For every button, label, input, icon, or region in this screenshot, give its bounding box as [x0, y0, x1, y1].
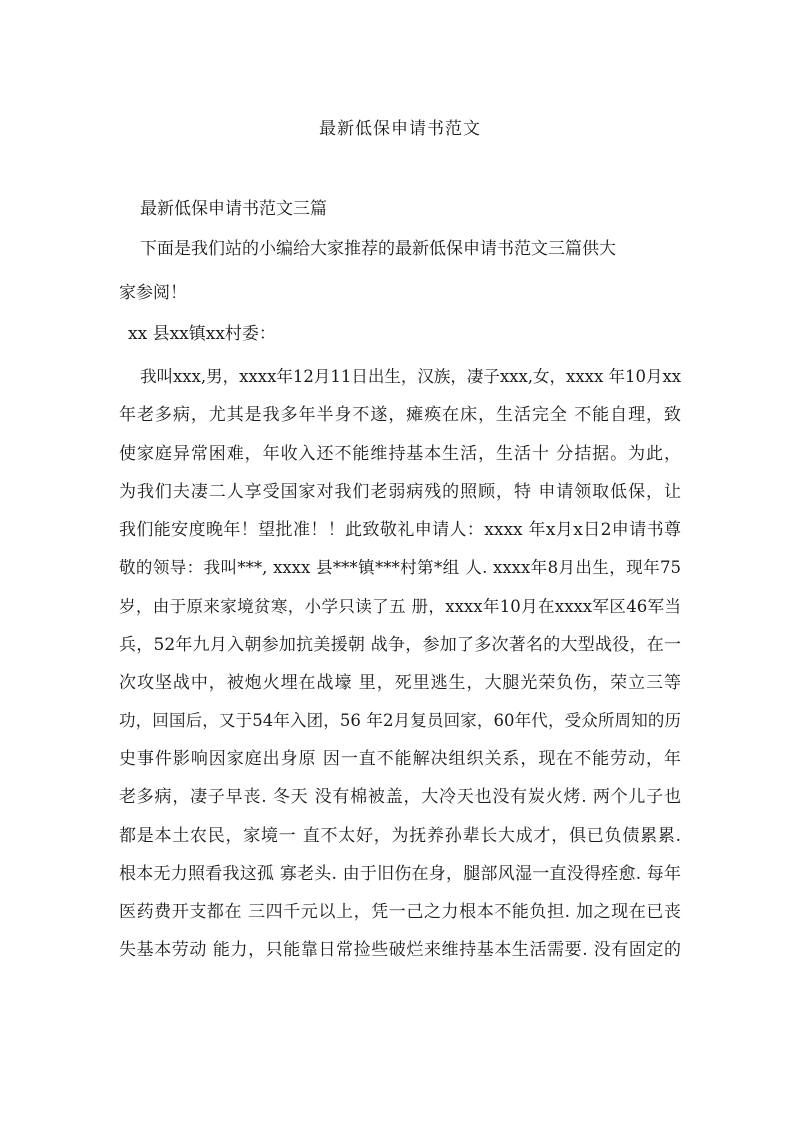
body-paragraph-line: 兵，52年九月入朝参加抗美援朝 战争，参加了多次著名的大型战役，在一	[119, 635, 681, 655]
intro-line: 家参阅！	[119, 283, 187, 303]
document-subtitle: 最新低保申请书范文三篇	[140, 199, 327, 219]
body-paragraph-line: 失基本劳动 能力，只能靠日常捡些破烂来维持基本生活需要. 没有固定的	[119, 940, 681, 960]
body-paragraph-line: 为我们夫凄二人享受国家对我们老弱病残的照顾，特 申请领取低保，让	[119, 482, 681, 502]
body-paragraph-line: 医药费开支都在 三四千元以上，凭一己之力根本不能负担. 加之现在已丧	[119, 902, 681, 922]
body-paragraph-line: 史事件影响因家庭出身原 因一直不能解决组织关系，现在不能劳动，年	[119, 749, 681, 769]
body-paragraph-line: 我们能安度晚年！望批准！！此致敬礼申请人：xxxx 年x月x日2申请书尊	[119, 520, 681, 540]
body-paragraph-line: 次攻坚战中，被炮火埋在战壕 里，死里逃生，大腿光荣负伤，荣立三等	[119, 673, 681, 693]
body-paragraph-line: 功，回国后，又于54年入团，56 年2月复员回家，60年代，受众所周知的历	[119, 711, 681, 730]
document-title: 最新低保申请书范文	[319, 119, 481, 139]
body-paragraph-line: 年老多病，尤其是我多年半身不遂，瘫痪在床，生活完全 不能自理，致	[119, 405, 681, 425]
body-paragraph-line: 我叫xxx,男，xxxx年12月11日出生，汉族，凄子xxx,女，xxxx 年10月xx	[140, 367, 682, 386]
body-paragraph-line: 敬的领导：我叫***, xxxx 县***镇***村第*组 人. xxxx年8月出生，现年75	[119, 558, 681, 577]
body-paragraph-line: 都是本土农民，家境一 直不太好，为抚养孙辈长大成才，俱已负债累累.	[119, 826, 681, 846]
salutation: xx 县xx镇xx村委：	[128, 324, 276, 344]
body-paragraph-line: 老多病，凄子早丧. 冬天 没有棉被盖，大冷天也没有炭火烤. 两个儿子也	[119, 787, 681, 807]
intro-line: 下面是我们站的小编给大家推荐的最新低保申请书范文三篇供大	[140, 239, 616, 259]
body-paragraph-line: 使家庭异常困难，年收入还不能维持基本生活，生活十 分拮据。为此，	[119, 444, 681, 464]
body-paragraph-line: 根本无力照看我这孤 寡老头. 由于旧伤在身，腿部风湿一直没得痊愈. 每年	[119, 864, 681, 884]
body-paragraph-line: 岁，由于原来家境贫寒，小学只读了五 册，xxxx年10月在xxxx军区46军当	[119, 597, 681, 616]
